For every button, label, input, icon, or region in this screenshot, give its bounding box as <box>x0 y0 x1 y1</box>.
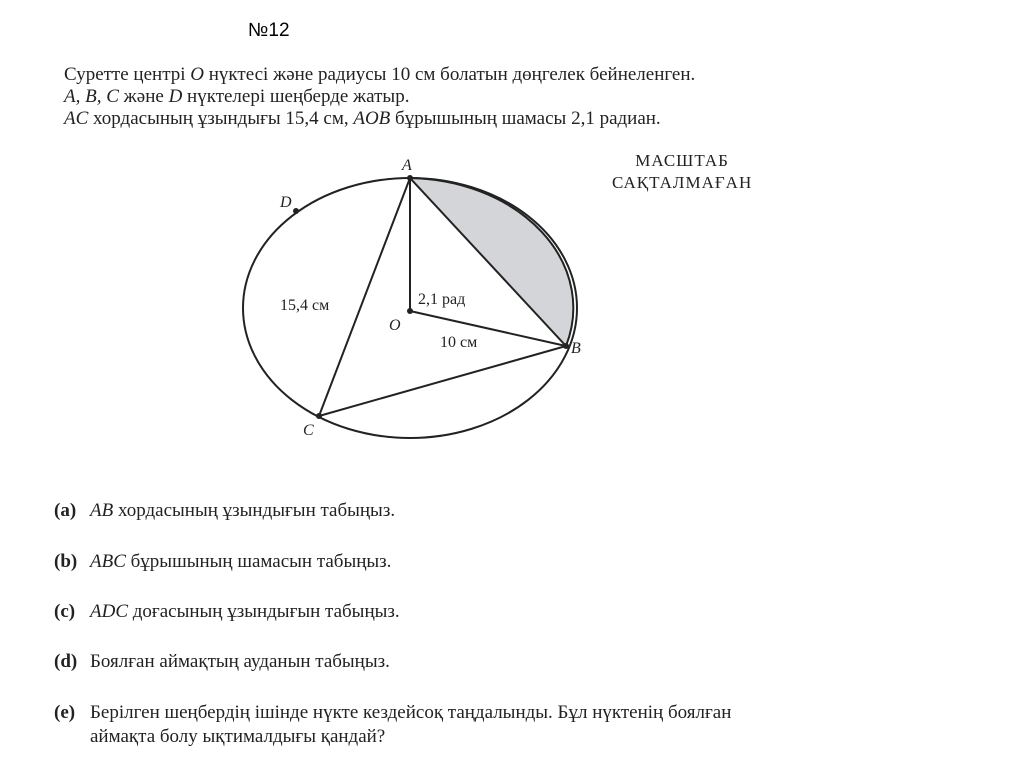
text: доғасының ұзындығын табыңыз. <box>128 601 400 622</box>
text: Берілген шеңбердің ішінде нүкте кездейсоқ таңдалынды. Бұл нүктенің боялған <box>90 702 732 723</box>
question-a <box>54 500 395 522</box>
text: және <box>118 86 169 107</box>
point-a <box>407 175 413 181</box>
question-label: (c) <box>54 601 76 622</box>
text: D <box>168 86 183 107</box>
text: AC <box>64 108 89 129</box>
point-o <box>407 308 413 314</box>
text: Суретте центрі <box>64 64 191 85</box>
question-c <box>54 601 400 623</box>
label-a: A <box>402 157 412 174</box>
label-c: C <box>303 422 314 439</box>
text: AB <box>90 500 114 521</box>
text: бұрышының шамасын табыңыз. <box>125 551 392 572</box>
text: нүктелері шеңберде жатыр. <box>182 86 410 107</box>
question-label: (e) <box>54 702 76 723</box>
question-b <box>54 551 391 573</box>
slide-number: №12 <box>248 20 290 41</box>
question-d <box>54 651 390 673</box>
label-o: O <box>389 317 401 334</box>
shaded-segment <box>410 178 573 346</box>
text: хордасының ұзындығын табыңыз. <box>113 500 396 521</box>
label-b: B <box>571 340 581 357</box>
question-label: (b) <box>54 551 78 572</box>
text: A, B, C <box>64 86 119 107</box>
question-label: (a) <box>54 500 77 521</box>
text: бұрышының шамасы 2,1 радиан. <box>390 108 661 129</box>
point-d <box>293 208 299 214</box>
label-radius: 10 см <box>440 334 478 351</box>
point-b <box>563 343 569 349</box>
point-c <box>316 413 322 419</box>
scale-note <box>612 150 752 194</box>
text: Боялған аймақтың ауданын табыңыз. <box>90 651 390 672</box>
question-label: (d) <box>54 651 78 672</box>
label-angle: 2,1 рад <box>418 291 466 308</box>
chord-cb <box>319 346 566 416</box>
question-e <box>54 702 731 724</box>
text: нүктесі және радиусы 10 см болатын дөңгелек бейнеленген. <box>204 64 696 85</box>
text: хордасының ұзындығы 15,4 см, <box>88 108 354 129</box>
label-d: D <box>280 194 292 211</box>
scale-note-line: САҚТАЛМАҒАН <box>612 173 753 192</box>
question-e-continued: аймақта болу ықтималдығы қандай? <box>90 726 386 747</box>
scale-note-line: МАСШТАБ <box>635 151 729 170</box>
text: AOB <box>353 108 391 129</box>
chord-ac <box>319 178 410 416</box>
label-ac-length: 15,4 см <box>280 297 330 314</box>
text: O <box>190 64 204 85</box>
text: ABC <box>90 551 126 572</box>
text: ADC <box>90 601 128 622</box>
